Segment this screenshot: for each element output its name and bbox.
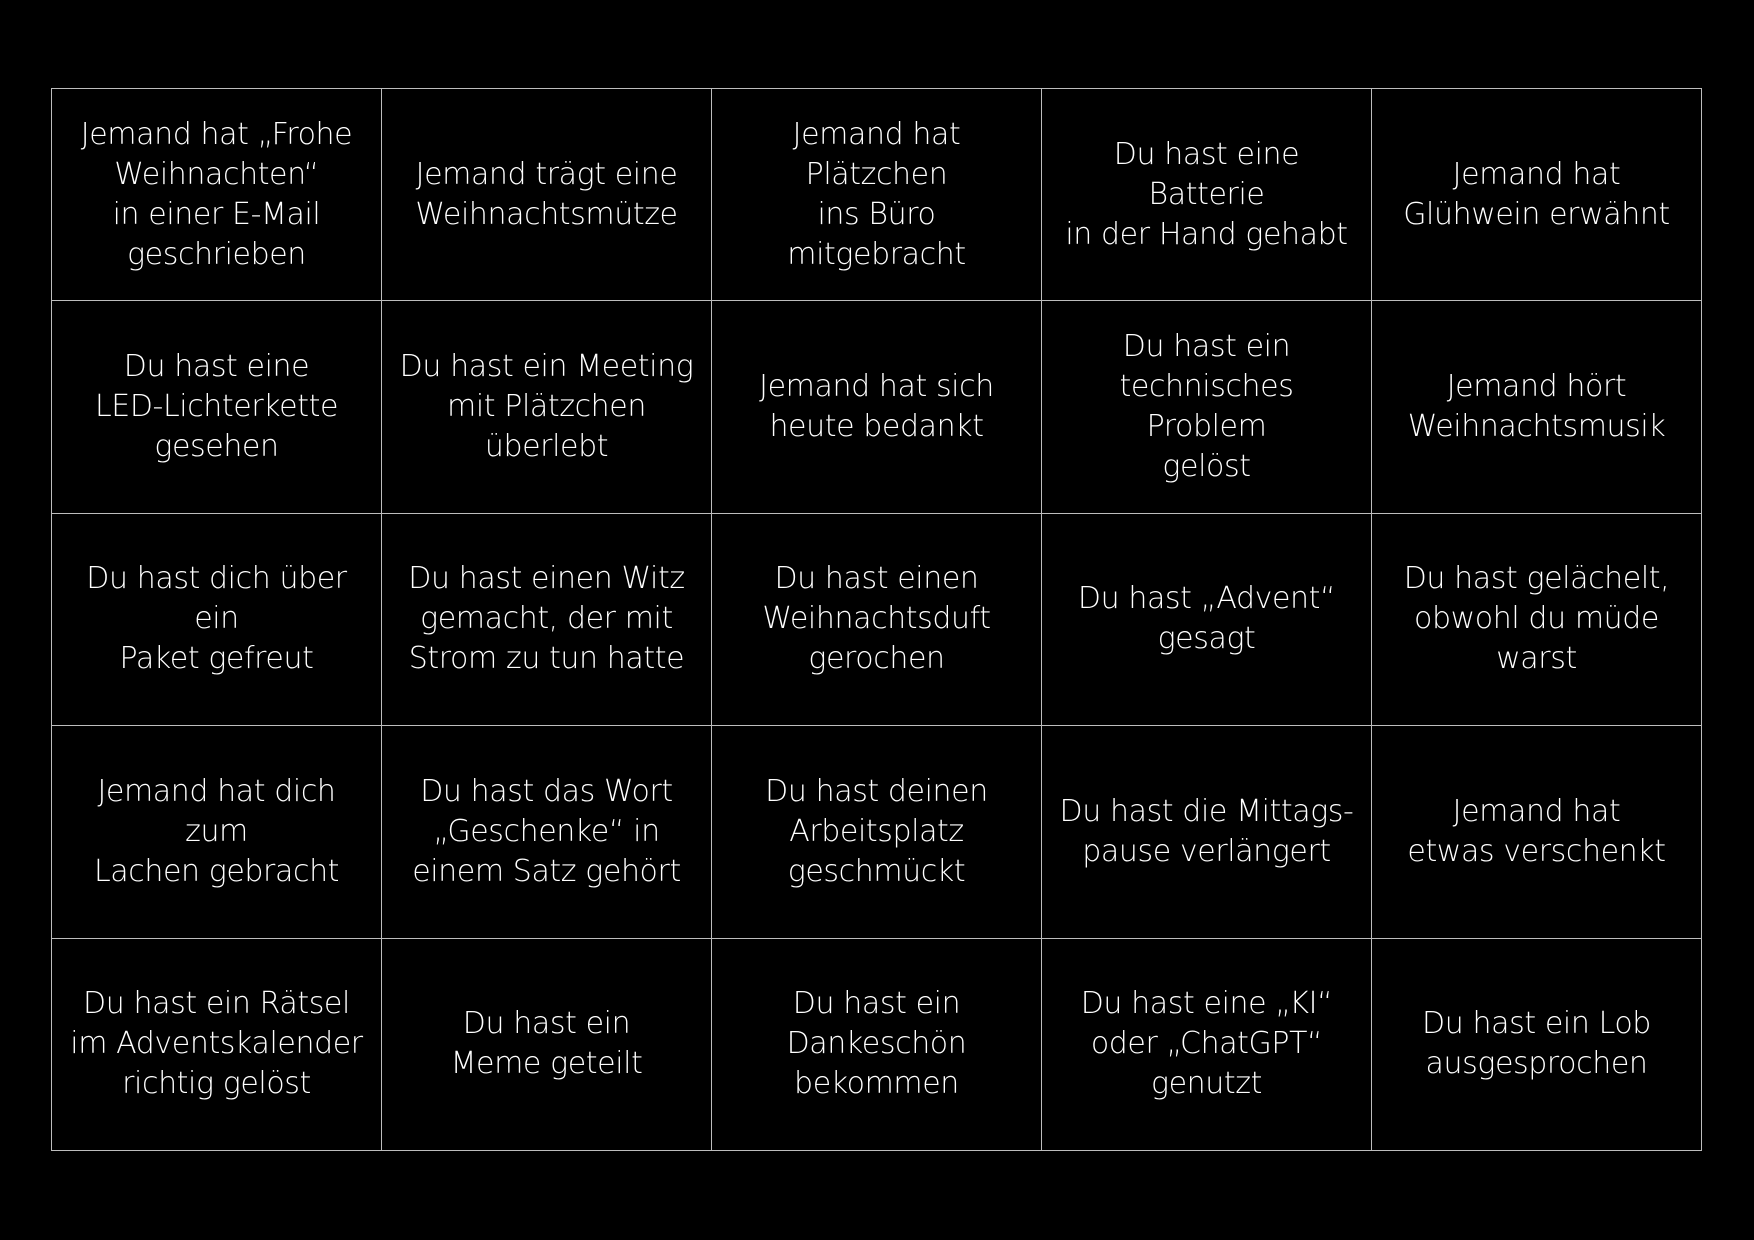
bingo-cell[interactable] — [1042, 301, 1372, 513]
bingo-cell-text: Du hast „Advent“ gesagt — [1077, 581, 1336, 657]
bingo-grid — [51, 88, 1702, 1151]
bingo-cell[interactable] — [382, 89, 712, 301]
bingo-cell[interactable] — [1372, 514, 1702, 726]
bingo-cell-text: Du hast deinen Arbeitsplatz geschmückt — [765, 773, 988, 889]
bingo-cell-text: Du hast eine LED-Lichterkette gesehen — [94, 349, 339, 465]
bingo-cell-text: Du hast einen Weihnachtsduft gerochen — [762, 561, 991, 677]
bingo-cell[interactable] — [382, 514, 712, 726]
bingo-cell-text: Du hast eine Batterie in der Hand gehabt — [1065, 136, 1348, 252]
bingo-cell[interactable] — [52, 301, 382, 513]
bingo-cell-text: Du hast einen Witz gemacht, der mit Strom zu tun hatte — [408, 561, 685, 677]
bingo-cell[interactable] — [1042, 939, 1372, 1151]
bingo-cell[interactable] — [382, 301, 712, 513]
bingo-cell[interactable] — [1042, 726, 1372, 938]
bingo-cell[interactable] — [712, 514, 1042, 726]
bingo-cell-text: Jemand hat „Frohe Weihnachten“ in einer E-Mail geschrieben — [80, 116, 353, 272]
bingo-cell[interactable] — [52, 514, 382, 726]
bingo-cell[interactable] — [1042, 514, 1372, 726]
bingo-cell-text: Jemand hat Glühwein erwähnt — [1403, 156, 1670, 232]
bingo-cell-text: Du hast gelächelt, obwohl du müde warst — [1403, 561, 1670, 677]
bingo-cell-text: Du hast ein Rätsel im Adventskalender richtig gelöst — [70, 986, 363, 1102]
bingo-cell[interactable] — [52, 726, 382, 938]
bingo-cell[interactable] — [1372, 939, 1702, 1151]
bingo-cell-text: Du hast ein Meeting mit Plätzchen überlebt — [399, 349, 694, 465]
bingo-cell[interactable] — [1372, 301, 1702, 513]
bingo-cell[interactable] — [382, 726, 712, 938]
bingo-cell[interactable] — [712, 726, 1042, 938]
bingo-cell[interactable] — [52, 89, 382, 301]
bingo-cell-text: Du hast ein technisches Problem gelöst — [1119, 329, 1294, 485]
bingo-cell[interactable] — [1042, 89, 1372, 301]
bingo-cell[interactable] — [52, 939, 382, 1151]
bingo-cell[interactable] — [1372, 89, 1702, 301]
bingo-cell-text: Jemand hat dich zum Lachen gebracht — [93, 773, 340, 889]
bingo-cell[interactable] — [712, 939, 1042, 1151]
bingo-cell-text: Jemand hört Weihnachtsmusik — [1407, 369, 1666, 445]
bingo-cell-text: Du hast dich über ein Paket gefreut — [86, 561, 347, 677]
bingo-cell-text: Du hast ein Lob ausgesprochen — [1422, 1006, 1651, 1082]
bingo-cell-text: Jemand hat sich heute bedankt — [759, 369, 994, 445]
bingo-cell-text: Du hast die Mittags- pause verlängert — [1059, 793, 1354, 869]
bingo-cell[interactable] — [712, 89, 1042, 301]
bingo-cell-text: Du hast das Wort „Geschenke“ in einem Satz gehört — [412, 773, 681, 889]
bingo-cell[interactable] — [712, 301, 1042, 513]
bingo-cell-text: Du hast eine „KI“ oder „ChatGPT“ genutzt — [1080, 986, 1333, 1102]
bingo-cell-text: Jemand hat Plätzchen ins Büro mitgebracht — [787, 116, 966, 272]
bingo-cell-text: Jemand hat etwas verschenkt — [1407, 793, 1666, 869]
bingo-cell-text: Jemand trägt eine Weihnachtsmütze — [415, 156, 678, 232]
bingo-cell[interactable] — [382, 939, 712, 1151]
bingo-cell-text: Du hast ein Dankeschön bekommen — [786, 986, 967, 1102]
bingo-cell-text: Du hast ein Meme geteilt — [450, 1006, 643, 1082]
bingo-cell[interactable] — [1372, 726, 1702, 938]
